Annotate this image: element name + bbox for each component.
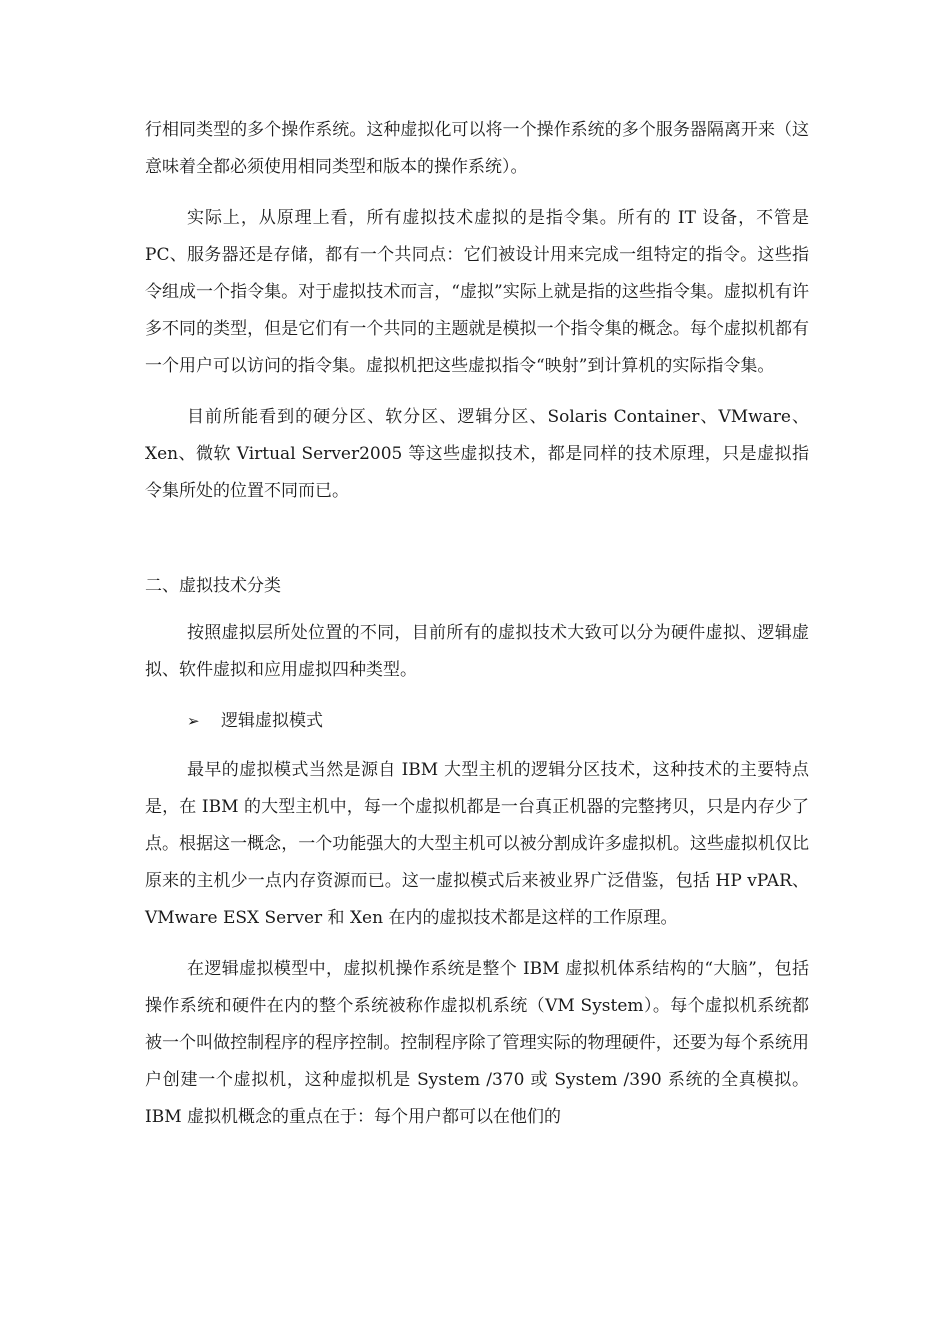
arrow-bullet-icon: ➢ [187, 712, 200, 730]
document-body [145, 112, 809, 1150]
bullet-item-logical-virtual [145, 703, 809, 740]
paragraph-ibm-partition: 最早的虚拟模式当然是源自 IBM 大型主机的逻辑分区技术，这种技术的主要特点是，在 IBM 的大型主机中，每一个虚拟机都是一台真正机器的完整拷贝，只是内存少了点。根据这一概念，一个功能强大的大型主机可以被分割成许多虚拟机。这些虚拟机仅比原来的主机少一点内存资源而已。这一虚拟模式后来被业界广泛借鉴，包括 HP vPAR、VMware ESX Server 和 Xen 在内的虚拟技术都是这样的工作原理。 [145, 760, 809, 928]
paragraph-logical-model: 在逻辑虚拟模型中，虚拟机操作系统是整个 IBM 虚拟机体系结构的“大脑”，包括操作系统和硬件在内的整个系统被称作虚拟机系统（VM System）。每个虚拟机系统都被一个叫做控制程序的程序控制。控制程序除了管理实际的物理硬件，还要为每个系统用户创建一个虚拟机，这种虚拟机是 System /370 或 System /390 系统的全真模拟。IBM 虚拟机概念的重点在于：每个用户都可以在他们的 [145, 959, 809, 1127]
paragraph-continued: 行相同类型的多个操作系统。这种虚拟化可以将一个操作系统的多个服务器隔离开来（这意味着全都必须使用相同类型和版本的操作系统）。 [145, 120, 809, 177]
section-heading: 二、虚拟技术分类 [145, 576, 281, 596]
paragraph-section-intro: 按照虚拟层所处位置的不同，目前所有的虚拟技术大致可以分为硬件虚拟、逻辑虚拟、软件虚拟和应用虚拟四种类型。 [145, 623, 809, 680]
bullet-label: 逻辑虚拟模式 [221, 711, 323, 731]
paragraph-instruction-set: 实际上，从原理上看，所有虚拟技术虚拟的是指令集。所有的 IT 设备，不管是 PC、服务器还是存储，都有一个共同点：它们被设计用来完成一组特定的指令。这些指令组成一个指令集。对于虚拟技术而言，“虚拟”实际上就是指的这些指令集。虚拟机有许多不同的类型，但是它们有一个共同的主题就是模拟一个指令集的概念。每个虚拟机都有一个用户可以访问的指令集。虚拟机把这些虚拟指令“映射”到计算机的实际指令集。 [145, 208, 809, 376]
paragraph-virtual-examples: 目前所能看到的硬分区、软分区、逻辑分区、Solaris Container、VMware、Xen、微软 Virtual Server2005 等这些虚拟技术，都是同样的技术原理，只是虚拟指令集所处的位置不同而已。 [145, 407, 809, 501]
